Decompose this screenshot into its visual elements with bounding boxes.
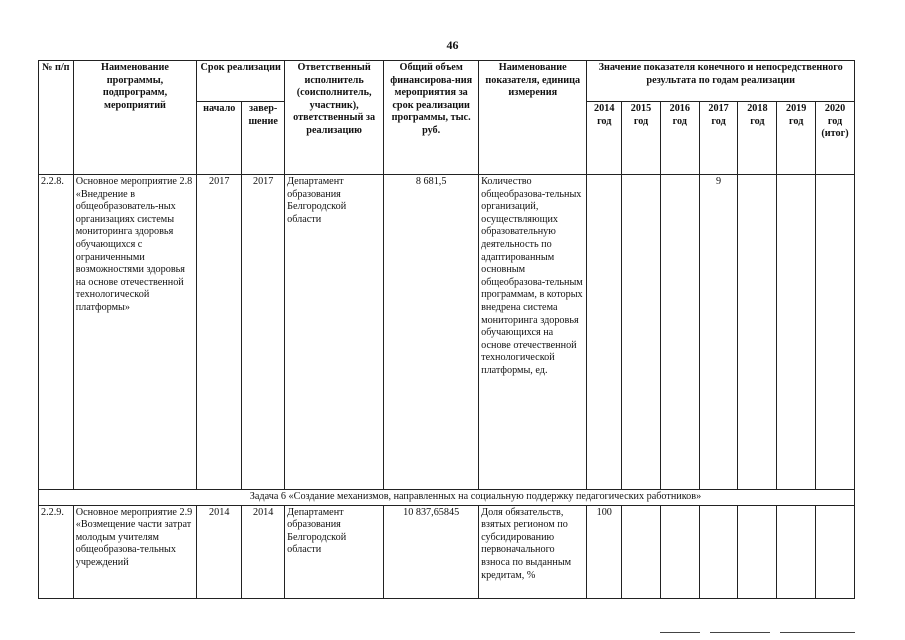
row-finance: 8 681,5 (384, 175, 479, 490)
header-year: 2018 год (738, 102, 777, 175)
row-value (622, 175, 661, 490)
row-name: Основное мероприятие 2.9 «Возмещение части затрат молодым учителям общеобразова-тельных учреждений (73, 505, 197, 598)
header-year: 2020 год (итог) (816, 102, 855, 175)
header-year: 2016 год (660, 102, 699, 175)
header-year: 2014 год (587, 102, 622, 175)
row-value (587, 175, 622, 490)
header-responsible: Ответственный исполнитель (соисполнитель, участник), ответственный за реализацию (285, 61, 384, 175)
row-indicator: Доля обязательств, взятых регионом по субсидированию первоначального взноса по выданным кредитам, % (479, 505, 587, 598)
header-num: № п/п (39, 61, 74, 175)
scan-artifact-line (660, 632, 700, 633)
row-start: 2014 (197, 505, 242, 598)
header-values: Значение показателя конечного и непосредственного результата по годам реализации (587, 61, 855, 102)
header-term: Срок реализации (197, 61, 285, 102)
scan-artifact-line (710, 632, 770, 633)
row-value (699, 505, 738, 598)
program-table (38, 60, 855, 599)
row-value: 9 (699, 175, 738, 490)
table-row (39, 505, 855, 598)
scan-artifact-line (780, 632, 855, 633)
row-value (816, 505, 855, 598)
task-row (39, 490, 855, 506)
header-term-start: начало (197, 102, 242, 175)
row-value (738, 175, 777, 490)
row-value (622, 505, 661, 598)
task-6: Задача 6 «Создание механизмов, направленных на социальную поддержку педагогических работников» (39, 490, 855, 506)
page-number: 46 (446, 38, 459, 52)
header-year: 2015 год (622, 102, 661, 175)
table-row (39, 175, 855, 490)
row-end: 2014 (242, 505, 285, 598)
row-value (816, 175, 855, 490)
row-num: 2.2.9. (39, 505, 74, 598)
row-start: 2017 (197, 175, 242, 490)
row-value: 100 (587, 505, 622, 598)
row-value (777, 505, 816, 598)
header-indicator: Наименование показателя, единица измерения (479, 61, 587, 175)
row-value (738, 505, 777, 598)
row-finance: 10 837,65845 (384, 505, 479, 598)
row-responsible: Департамент образования Белгородской области (285, 505, 384, 598)
row-end: 2017 (242, 175, 285, 490)
header-year: 2019 год (777, 102, 816, 175)
header-term-end: завер-шение (242, 102, 285, 175)
row-value (777, 175, 816, 490)
header-year: 2017 год (699, 102, 738, 175)
row-indicator: Количество общеобразова-тельных организаций, осуществляющих образовательную деятельность по адаптированным основным общеобразова-тельным программам, в которых внедрена система мониторинга здоровья обучающихся на основе отечественной технологической платформы, ед. (479, 175, 587, 490)
row-responsible: Департамент образования Белгородской области (285, 175, 384, 490)
header-finance: Общий объем финансирова-ния мероприятия за срок реализации программы, тыс. руб. (384, 61, 479, 175)
row-name: Основное мероприятие 2.8 «Внедрение в общеобразователь-ных организациях системы мониторинга здоровья обучающихся с ограниченными возможностями здоровья на основе отечественной технологической платформы» (73, 175, 197, 490)
row-value (660, 175, 699, 490)
header-row-1 (39, 61, 855, 102)
row-value (660, 505, 699, 598)
header-name: Наименование программы, подпрограмм, мероприятий (73, 61, 197, 175)
row-num: 2.2.8. (39, 175, 74, 490)
